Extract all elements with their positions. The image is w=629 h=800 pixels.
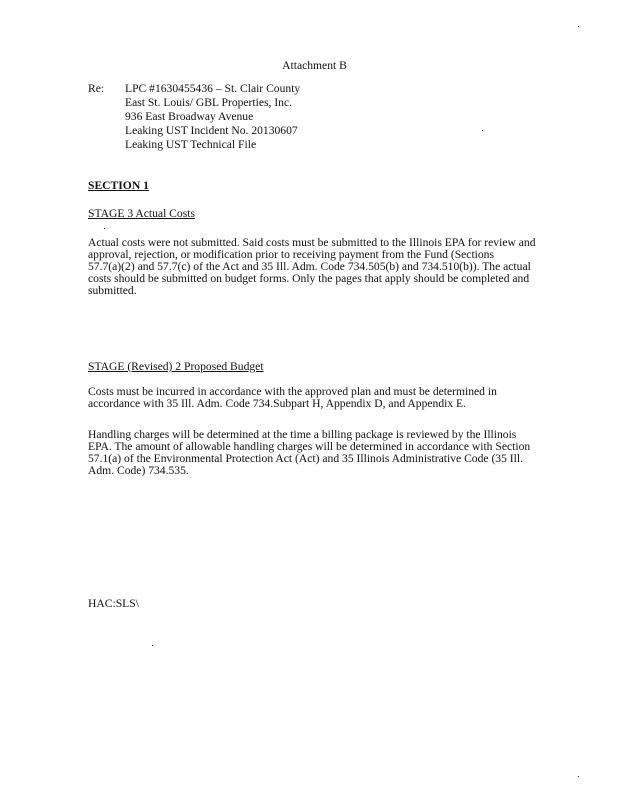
text-line: EPA. The amount of allowable handling charges will be determined in accordance with Section [88, 440, 531, 453]
stage2-paragraph-2 [88, 429, 530, 477]
text-line: accordance with 35 Ill. Adm. Code 734.Subpart H, Appendix D, and Appendix E. [88, 397, 467, 410]
initials: HAC:SLS\ [88, 597, 139, 610]
stage2-heading: STAGE (Revised) 2 Proposed Budget [88, 360, 264, 373]
text-line: submitted. [88, 284, 137, 297]
text-line: Costs must be incurred in accordance with the approved plan and must be determined in [88, 385, 497, 398]
section-heading: SECTION 1 [88, 179, 149, 192]
text-line: Handling charges will be determined at the time a billing package is reviewed by the Illinois [88, 428, 517, 441]
stage3-heading: STAGE 3 Actual Costs [88, 207, 195, 220]
text-line: approval, rejection, or modification prior to receiving payment from the Fund (Sections [88, 248, 494, 261]
document-title: Attachment B [282, 59, 347, 72]
scan-speck [104, 228, 105, 229]
text-line: 57.1(a) of the Environmental Protection Act (Act) and 35 Illinois Administrative Code (35 Ill. [88, 452, 523, 465]
text-line: costs should be submitted on budget forms. Only the pages that apply should be completed and [88, 272, 530, 285]
stage2-paragraph-1 [88, 386, 497, 410]
text-line: Adm. Code) 734.535. [88, 464, 189, 477]
re-line: LPC #1630455436 – St. Clair County [125, 82, 301, 95]
re-line: Leaking UST Technical File [125, 138, 257, 151]
text-line: 57.7(a)(2) and 57.7(c) of the Act and 35 Ill. Adm. Code 734.505(b) and 734.510(b)). The actual [88, 260, 531, 273]
stage3-paragraph [88, 237, 536, 297]
re-lines [125, 82, 300, 152]
re-label: Re: [88, 82, 105, 95]
scan-speck [578, 26, 579, 27]
re-line: 936 East Broadway Avenue [125, 110, 254, 123]
scan-speck [482, 130, 483, 131]
re-line: East St. Louis/ GBL Properties, Inc. [125, 96, 293, 109]
scan-speck [578, 776, 579, 777]
re-line: Leaking UST Incident No. 20130607 [125, 124, 298, 137]
scan-speck [152, 645, 153, 646]
text-line: Actual costs were not submitted. Said costs must be submitted to the Illinois EPA for review and [88, 236, 536, 249]
